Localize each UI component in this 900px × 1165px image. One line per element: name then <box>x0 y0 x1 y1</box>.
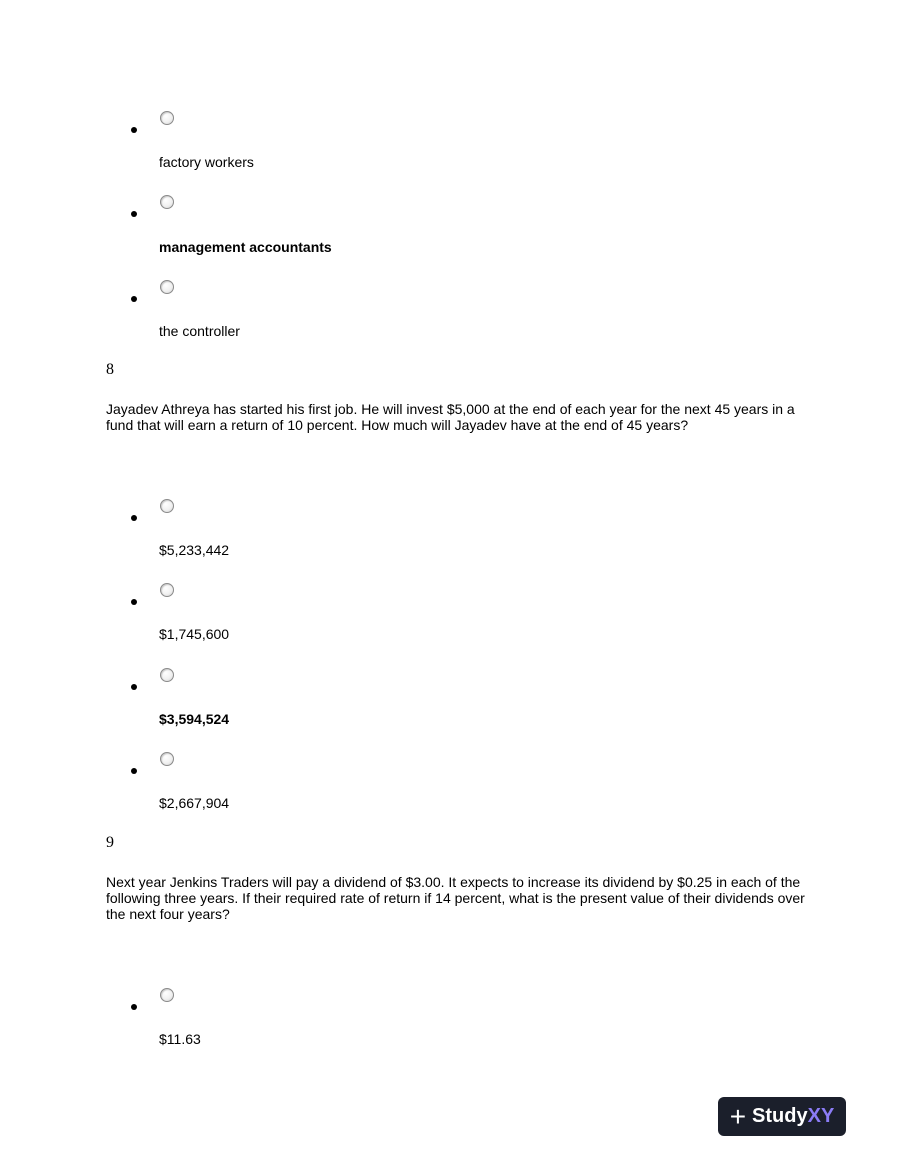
logo-text-main: Study <box>752 1105 808 1127</box>
radio-button[interactable] <box>160 668 174 682</box>
question-text: Jayadev Athreya has started his first job. He will invest $5,000 at the end of each year for the next 45 years in a fund that will earn a return of 10 percent. How much will Jayadev have at the end of 45 years? <box>106 401 795 433</box>
logo-text-accent: XY <box>807 1105 835 1127</box>
radio-button[interactable] <box>160 111 174 125</box>
question-number: 8 <box>106 361 114 378</box>
radio-button[interactable] <box>160 195 174 209</box>
bullet-icon <box>131 599 137 605</box>
plus-icon: + <box>729 1100 747 1132</box>
radio-button[interactable] <box>160 499 174 513</box>
radio-button[interactable] <box>160 583 174 597</box>
option-label: $1,745,600 <box>159 626 230 642</box>
radio-button[interactable] <box>160 280 174 294</box>
bullet-icon <box>131 296 137 302</box>
bullet-icon <box>131 515 137 521</box>
logo-wordmark <box>752 1105 834 1128</box>
question-text: Next year Jenkins Traders will pay a dividend of $3.00. It expects to increase its dividend by $0.25 in each of the following three years. If their required rate of return if 14 percent, what is the present value of their dividends over the next four years? <box>106 874 805 922</box>
radio-button[interactable] <box>160 988 174 1002</box>
bullet-icon <box>131 768 137 774</box>
option-label: $2,667,904 <box>159 795 230 811</box>
option-label: factory workers <box>159 154 254 170</box>
option-label: $11.63 <box>159 1031 201 1047</box>
studyxy-logo <box>718 1097 846 1136</box>
option-label: $5,233,442 <box>159 542 230 558</box>
radio-button[interactable] <box>160 752 174 766</box>
bullet-icon <box>131 684 137 690</box>
question-number: 9 <box>106 834 114 851</box>
bullet-icon <box>131 1004 137 1010</box>
bullet-icon <box>131 127 137 133</box>
option-label: the controller <box>159 323 240 339</box>
option-label: management accountants <box>159 239 332 255</box>
option-label: $3,594,524 <box>159 711 230 727</box>
bullet-icon <box>131 211 137 217</box>
